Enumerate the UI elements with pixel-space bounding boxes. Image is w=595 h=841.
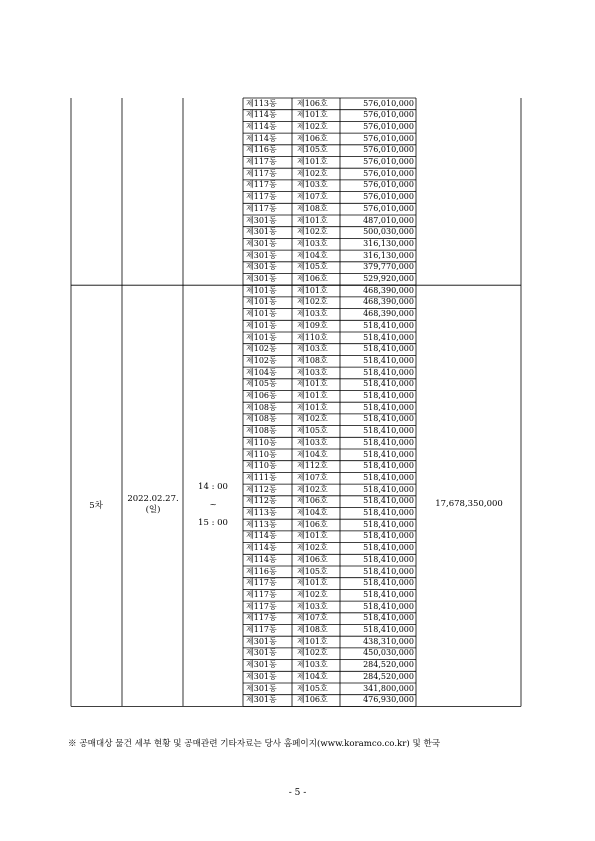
unit-cell: 제105호 bbox=[297, 683, 328, 693]
unit-cell: 제101호 bbox=[297, 215, 328, 225]
price-cell: 518,410,000 bbox=[363, 543, 414, 553]
unit-cell: 제107호 bbox=[297, 613, 328, 623]
price-cell: 438,310,000 bbox=[363, 636, 414, 646]
weekday-text: (일) bbox=[145, 505, 161, 515]
unit-cell: 제108호 bbox=[297, 203, 328, 213]
auction-date bbox=[124, 494, 182, 516]
building-cell: 제105동 bbox=[246, 379, 277, 389]
building-cell: 제301동 bbox=[246, 671, 277, 681]
building-cell: 제117동 bbox=[246, 589, 277, 599]
price-cell: 518,410,000 bbox=[363, 601, 414, 611]
price-cell: 518,410,000 bbox=[363, 566, 414, 576]
unit-cell: 제104호 bbox=[297, 250, 328, 260]
price-cell: 518,410,000 bbox=[363, 391, 414, 400]
unit-cell: 제101호 bbox=[297, 379, 328, 389]
unit-cell: 제103호 bbox=[297, 601, 328, 611]
building-cell: 제301동 bbox=[246, 695, 277, 705]
price-cell: 518,410,000 bbox=[363, 484, 414, 494]
unit-cell: 제108호 bbox=[297, 625, 328, 634]
unit-cell: 제112호 bbox=[297, 461, 328, 471]
unit-cell: 제103호 bbox=[297, 180, 328, 190]
building-cell: 제110동 bbox=[246, 461, 277, 471]
unit-cell: 제106호 bbox=[297, 519, 328, 529]
building-cell: 제101동 bbox=[246, 285, 277, 295]
building-cell: 제117동 bbox=[246, 157, 277, 166]
price-cell: 518,410,000 bbox=[363, 578, 414, 588]
building-cell: 제301동 bbox=[246, 660, 277, 670]
building-cell: 제117동 bbox=[246, 192, 277, 202]
auction-time bbox=[184, 478, 242, 532]
building-cell: 제117동 bbox=[246, 625, 277, 634]
unit-cell: 제101호 bbox=[297, 110, 328, 120]
price-cell: 518,410,000 bbox=[363, 332, 414, 342]
unit-cell: 제103호 bbox=[297, 437, 328, 447]
unit-cell: 제101호 bbox=[297, 531, 328, 541]
price-cell: 518,410,000 bbox=[363, 589, 414, 599]
building-cell: 제114동 bbox=[246, 121, 277, 131]
unit-cell: 제106호 bbox=[297, 695, 328, 705]
price-cell: 284,520,000 bbox=[363, 660, 414, 670]
price-cell: 476,930,000 bbox=[363, 695, 414, 705]
unit-cell: 제105호 bbox=[297, 566, 328, 576]
building-cell: 제113동 bbox=[246, 519, 277, 529]
price-cell: 518,410,000 bbox=[363, 613, 414, 623]
unit-cell: 제108호 bbox=[297, 355, 328, 365]
price-cell: 518,410,000 bbox=[363, 320, 414, 330]
price-cell: 518,410,000 bbox=[363, 402, 414, 412]
building-cell: 제110동 bbox=[246, 437, 277, 447]
building-cell: 제102동 bbox=[246, 344, 277, 354]
unit-cell: 제101호 bbox=[297, 636, 328, 646]
unit-cell: 제101호 bbox=[297, 157, 328, 166]
price-cell: 518,410,000 bbox=[363, 437, 414, 447]
building-cell: 제110동 bbox=[246, 449, 277, 459]
unit-cell: 제101호 bbox=[297, 578, 328, 588]
building-cell: 제301동 bbox=[246, 636, 277, 646]
price-cell: 518,410,000 bbox=[363, 496, 414, 506]
unit-cell: 제103호 bbox=[297, 367, 328, 377]
price-cell: 576,010,000 bbox=[363, 98, 414, 108]
price-cell: 316,130,000 bbox=[363, 238, 414, 248]
building-cell: 제117동 bbox=[246, 168, 277, 178]
unit-cell: 제106호 bbox=[297, 133, 328, 143]
price-cell: 576,010,000 bbox=[363, 110, 414, 120]
unit-cell: 제106호 bbox=[297, 98, 328, 108]
unit-cell: 제105호 bbox=[297, 145, 328, 155]
unit-cell: 제106호 bbox=[297, 274, 328, 283]
building-cell: 제117동 bbox=[246, 180, 277, 190]
price-cell: 576,010,000 bbox=[363, 145, 414, 155]
price-cell: 518,410,000 bbox=[363, 379, 414, 389]
price-cell: 529,920,000 bbox=[363, 274, 414, 283]
price-cell: 518,410,000 bbox=[363, 344, 414, 354]
price-cell: 518,410,000 bbox=[363, 554, 414, 564]
price-cell: 341,800,000 bbox=[363, 683, 414, 693]
unit-cell: 제101호 bbox=[297, 285, 328, 295]
unit-cell: 제109호 bbox=[297, 320, 328, 330]
price-cell: 518,410,000 bbox=[363, 519, 414, 529]
unit-cell: 제104호 bbox=[297, 508, 328, 517]
price-cell: 518,410,000 bbox=[363, 531, 414, 541]
time-start: 14 : 00 bbox=[198, 482, 228, 492]
unit-cell: 제102호 bbox=[297, 227, 328, 237]
price-cell: 500,030,000 bbox=[363, 227, 414, 237]
building-cell: 제112동 bbox=[246, 484, 277, 494]
building-cell: 제108동 bbox=[246, 414, 277, 424]
price-cell: 518,410,000 bbox=[363, 355, 414, 365]
unit-cell: 제105호 bbox=[297, 426, 328, 436]
unit-cell: 제102호 bbox=[297, 543, 328, 553]
price-cell: 518,410,000 bbox=[363, 472, 414, 482]
date-text: 2022.02.27. bbox=[127, 494, 179, 504]
building-cell: 제101동 bbox=[246, 320, 277, 330]
building-cell: 제114동 bbox=[246, 543, 277, 553]
footnote: ※ 공매대상 물건 세부 현황 및 공매관련 기타자료는 당사 홈페이지(www.koramco.co.kr) 및 한국 bbox=[68, 739, 441, 749]
unit-cell: 제102호 bbox=[297, 121, 328, 131]
unit-cell: 제101호 bbox=[297, 402, 328, 412]
time-separator: ~ bbox=[209, 500, 217, 510]
price-cell: 518,410,000 bbox=[363, 367, 414, 377]
round-label: 5차 bbox=[89, 501, 103, 511]
building-cell: 제117동 bbox=[246, 601, 277, 611]
building-cell: 제117동 bbox=[246, 578, 277, 588]
price-cell: 518,410,000 bbox=[363, 414, 414, 424]
unit-cell: 제102호 bbox=[297, 484, 328, 494]
building-cell: 제116동 bbox=[246, 145, 277, 155]
building-cell: 제102동 bbox=[246, 355, 277, 365]
price-cell: 468,390,000 bbox=[363, 309, 414, 319]
unit-cell: 제103호 bbox=[297, 309, 328, 319]
price-cell: 450,030,000 bbox=[363, 648, 414, 658]
building-cell: 제113동 bbox=[246, 98, 277, 108]
price-cell: 518,410,000 bbox=[363, 625, 414, 634]
price-cell: 518,410,000 bbox=[363, 426, 414, 436]
unit-cell: 제102호 bbox=[297, 414, 328, 424]
price-cell: 576,010,000 bbox=[363, 121, 414, 131]
building-cell: 제114동 bbox=[246, 110, 277, 120]
building-cell: 제301동 bbox=[246, 648, 277, 658]
price-cell: 576,010,000 bbox=[363, 133, 414, 143]
unit-cell: 제103호 bbox=[297, 238, 328, 248]
building-cell: 제108동 bbox=[246, 402, 277, 412]
price-cell: 576,010,000 bbox=[363, 157, 414, 166]
unit-cell: 제103호 bbox=[297, 344, 328, 354]
unit-cell: 제107호 bbox=[297, 472, 328, 482]
building-cell: 제101동 bbox=[246, 332, 277, 342]
price-cell: 468,390,000 bbox=[363, 297, 414, 307]
time-end: 15 : 00 bbox=[198, 518, 228, 528]
unit-cell: 제106호 bbox=[297, 496, 328, 506]
unit-cell: 제102호 bbox=[297, 648, 328, 658]
building-cell: 제301동 bbox=[246, 250, 277, 260]
building-cell: 제106동 bbox=[246, 391, 277, 400]
unit-cell: 제102호 bbox=[297, 168, 328, 178]
unit-cell: 제104호 bbox=[297, 671, 328, 681]
total-price: 17,678,350,000 bbox=[435, 499, 503, 509]
building-cell: 제114동 bbox=[246, 554, 277, 564]
unit-cell: 제106호 bbox=[297, 554, 328, 564]
price-cell: 487,010,000 bbox=[363, 215, 414, 225]
building-cell: 제114동 bbox=[246, 531, 277, 541]
building-cell: 제116동 bbox=[246, 566, 277, 576]
price-cell: 518,410,000 bbox=[363, 508, 414, 517]
price-cell: 518,410,000 bbox=[363, 449, 414, 459]
building-cell: 제111동 bbox=[246, 472, 277, 482]
unit-cell: 제104호 bbox=[297, 449, 328, 459]
price-cell: 576,010,000 bbox=[363, 180, 414, 190]
building-cell: 제112동 bbox=[246, 496, 277, 506]
building-cell: 제113동 bbox=[246, 508, 277, 517]
price-cell: 316,130,000 bbox=[363, 250, 414, 260]
building-cell: 제301동 bbox=[246, 683, 277, 693]
price-cell: 468,390,000 bbox=[363, 285, 414, 295]
price-cell: 576,010,000 bbox=[363, 168, 414, 178]
price-cell: 518,410,000 bbox=[363, 461, 414, 471]
unit-cell: 제102호 bbox=[297, 297, 328, 307]
building-cell: 제101동 bbox=[246, 297, 277, 307]
unit-cell: 제105호 bbox=[297, 262, 328, 272]
price-cell: 379,770,000 bbox=[363, 262, 414, 272]
building-cell: 제117동 bbox=[246, 613, 277, 623]
unit-cell: 제102호 bbox=[297, 589, 328, 599]
building-cell: 제108동 bbox=[246, 426, 277, 436]
building-cell: 제301동 bbox=[246, 274, 277, 283]
unit-cell: 제110호 bbox=[297, 332, 328, 342]
building-cell: 제301동 bbox=[246, 238, 277, 248]
unit-cell: 제103호 bbox=[297, 660, 328, 670]
building-cell: 제101동 bbox=[246, 309, 277, 319]
building-cell: 제301동 bbox=[246, 262, 277, 272]
price-cell: 576,010,000 bbox=[363, 203, 414, 213]
building-cell: 제301동 bbox=[246, 215, 277, 225]
building-cell: 제117동 bbox=[246, 203, 277, 213]
page-number: - 5 - bbox=[288, 788, 307, 798]
price-cell: 284,520,000 bbox=[363, 671, 414, 681]
building-cell: 제301동 bbox=[246, 227, 277, 237]
building-cell: 제114동 bbox=[246, 133, 277, 143]
price-cell: 576,010,000 bbox=[363, 192, 414, 202]
building-cell: 제104동 bbox=[246, 367, 277, 377]
unit-cell: 제107호 bbox=[297, 192, 328, 202]
unit-cell: 제101호 bbox=[297, 391, 328, 400]
